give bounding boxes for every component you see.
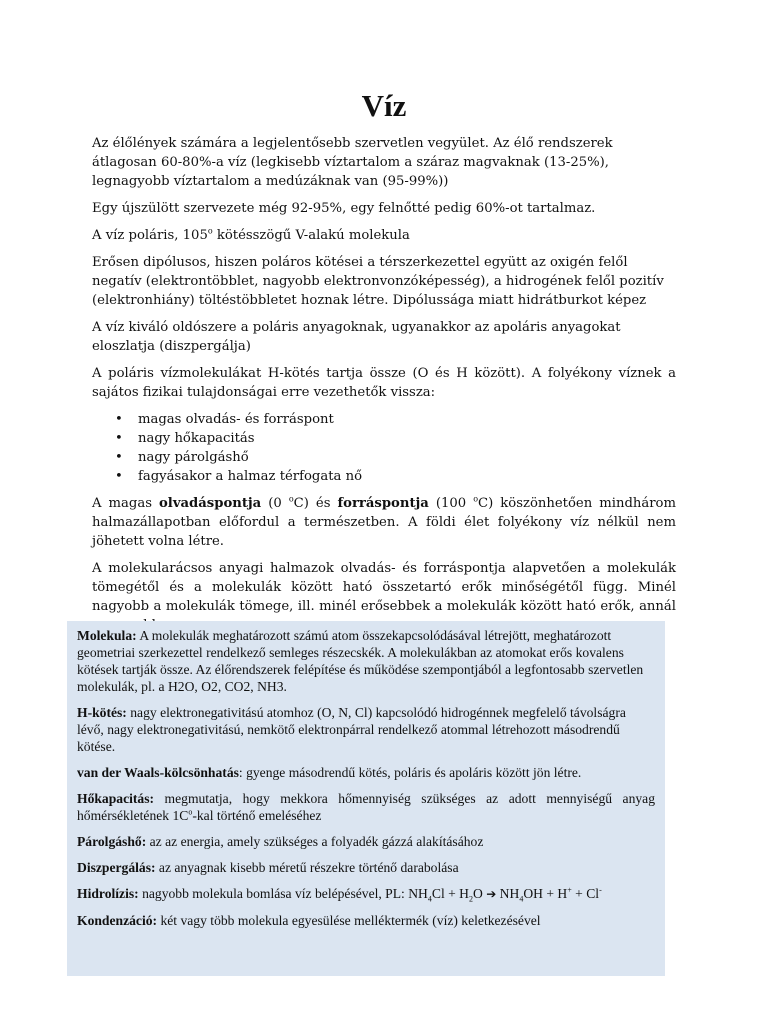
text-span: kötésszögű V-alakú molekula [212, 228, 410, 243]
arrow-right-icon: ➔ [486, 887, 497, 901]
degree-sup: o [288, 494, 294, 504]
bold-term: forráspontja [337, 496, 429, 511]
glossary-box [67, 621, 665, 976]
glossary-term: Molekula: [77, 628, 137, 643]
glossary-term: Párolgáshő: [77, 834, 147, 849]
glossary-hokapacitas [77, 790, 655, 824]
list-item: • nagy hőkapacitás [138, 429, 676, 448]
glossary-term: van der Waals-kölcsönhatás [77, 765, 239, 780]
glossary-definition: megmutatja, hogy mekkora hőmennyiség szükséges az adott mennyiségű anyag hőmérsékletének 1C [77, 791, 655, 823]
text-span: A víz poláris, 105 [92, 228, 208, 243]
text-span: C) köszönhetően mindhárom halmazállapotban előfordul a természetben. A földi élet folyékony víz nélkül nem jöhetett volna létre. [92, 496, 676, 549]
glossary-vdw [77, 764, 655, 781]
bold-term: olvadáspontja [159, 496, 262, 511]
page-title: Víz [361, 88, 407, 123]
paragraph-dipole: Erősen dipólusos, hiszen poláros kötései a térszerkezettel együtt az oxigén felől negatív (elektrontöbblet, nagyobb elektronvonzóképesség), a hidrogének felől pozitív (elektronhiány) töltéstöbbletet hoznak létre. Dipólussága miatt hidrátburkot képez [92, 255, 664, 308]
paragraph-solvent: A víz kiváló oldószere a poláris anyagoknak, ugyanakkor az apoláris anyagokat eloszlatja (diszpergálja) [92, 320, 621, 354]
degree-sup: o [207, 226, 213, 236]
main-text-region [92, 134, 676, 620]
paragraph-molecular-lattice: A molekularácsos anyagi halmazok olvadás- és forráspontja alapvetően a molekulák tömegétől és a molekulák között ható összetartó erők minőségétől függ. Minél nagyobb a molekulák tömege, ill. minél erősebbek a molekulák között ható erők, annál [92, 561, 676, 614]
degree-sup: o [188, 807, 193, 817]
glossary-term: H-kötés: [77, 705, 127, 720]
glossary-term: Hidrolízis: [77, 886, 139, 901]
glossary-definition: nagyobb molekula bomlása víz belépésével, PL: NH [138, 886, 428, 901]
text-span: (100 [428, 496, 474, 511]
glossary-term: Kondenzáció: [77, 913, 158, 928]
degree-sup: o [473, 494, 479, 504]
subscript: 2 [469, 894, 473, 904]
glossary-definition: A molekulák meghatározott számú atom összekapcsolódásával létrejött, meghatározott geometriai szerkezettel rendelkező semleges részecskék. A molekulákban az atomokat erős kovalens kötések tartják össze. Az élőrendszerek felépítése és működése szempontjából a legfontosabb szervetlen molekulák, pl. a H2O, O2, CO2, NH3. [77, 628, 644, 694]
paragraph-polar [92, 226, 676, 245]
glossary-definition: OH + H [523, 886, 568, 901]
glossary-definition: Cl + H [431, 886, 469, 901]
paragraph-melting [92, 494, 676, 551]
text-span: (0 [261, 496, 289, 511]
glossary-hidrolizis [77, 885, 655, 903]
list-item: • nagy párolgáshő [138, 448, 676, 467]
paragraph-intro: Az élőlények számára a legjelentősebb szervetlen vegyület. Az élő rendszerek átlagosan 60-80%-a víz (legkisebb víztartalom a száraz magvaknak (13-25%), legnagyobb víztartalom a medúzáknak van (95-99%)) [92, 136, 613, 189]
glossary-kondenzacio [77, 912, 655, 929]
glossary-definition: két vagy több molekula egyesülése melléktermék (víz) keletkezésével [157, 913, 541, 928]
subscript: 4 [427, 894, 432, 904]
glossary-parolgasho [77, 833, 655, 850]
glossary-definition: az az energia, amely szükséges a folyadék gázzá alakításához [146, 834, 484, 849]
glossary-definition: NH [496, 886, 520, 901]
glossary-molekula [77, 627, 655, 695]
glossary-diszpergalas [77, 859, 655, 876]
glossary-hkotes [77, 704, 655, 755]
glossary-definition: nagy elektronegativitású atomhoz (O, N, Cl) kapcsolódó hidrogénnek megfelelő távolságra lévő, nagy elektronegativitású, nemkötő elektronpárral rendelkező atommal létrehozott másodrendű kötése. [77, 705, 626, 754]
paragraph-hbond: A poláris vízmolekulákat H-kötés tartja össze (O és H között). A folyékony víznek a sajátos fizikai tulajdonságai erre vezethetők vissza: [92, 366, 676, 400]
glossary-definition: -kal történő emeléséhez [192, 808, 322, 823]
glossary-definition: az anyagnak kisebb méretű részekre történő darabolása [155, 860, 459, 875]
text-span: A magas [92, 496, 160, 511]
superscript: - [599, 885, 602, 895]
glossary-term: Hőkapacitás: [77, 791, 155, 806]
glossary-definition: + Cl [571, 886, 600, 901]
paragraph-newborn: Egy újszülött szervezete még 92-95%, egy felnőtté pedig 60%-ot tartalmaz. [92, 201, 596, 216]
subscript: 4 [519, 894, 524, 904]
text-span: C) és [293, 496, 338, 511]
superscript: + [567, 885, 572, 895]
main-text [92, 134, 676, 635]
glossary-definition: : gyenge másodrendű kötés, poláris és apoláris között jön létre. [238, 765, 582, 780]
list-item: • magas olvadás- és forráspont [138, 410, 676, 429]
glossary-definition: O [473, 886, 487, 901]
glossary-term: Diszpergálás: [77, 860, 156, 875]
properties-list [92, 410, 676, 486]
list-item: • fagyásakor a halmaz térfogata nő [138, 467, 676, 486]
